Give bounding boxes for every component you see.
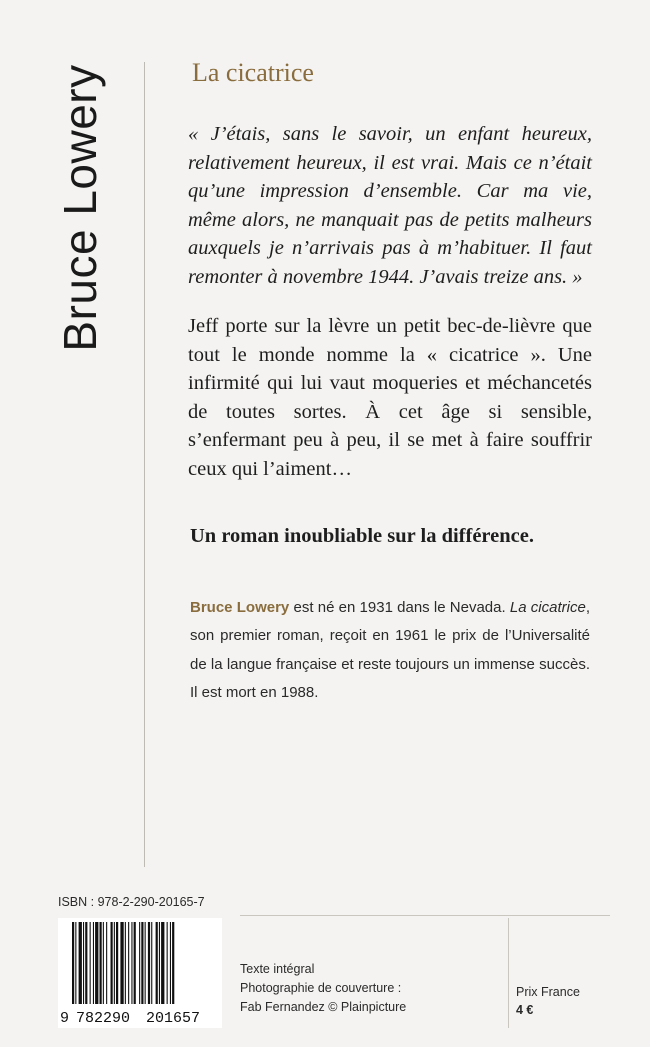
bio-text-2: , son premier roman, reçoit en 1961 le prix de l’Universalité de la langue française et reste toujours un immense succès. Il est mort en 1988. xyxy=(190,599,590,702)
spine-author xyxy=(52,58,108,358)
book-title: La cicatrice xyxy=(192,58,314,87)
bio-author-name: Bruce Lowery xyxy=(190,599,290,616)
credits-line: Fab Fernandez © Plainpicture xyxy=(240,1000,407,1015)
barcode-digit-first: 9 xyxy=(60,1010,70,1027)
price-block xyxy=(516,983,580,1019)
barcode xyxy=(58,918,222,1028)
blurb-quote: « J’étais, sans le savoir, un enfant heureux, relativement heureux, il est vrai. Mais ce n’était qu’une impression d’ensemble. Car ma vie, même alors, ne manquait pas de petits malheurs auxquels je n’arrivais pas à m’habituer. Il faut remonter à novembre 1944. J’avais treize ans. » xyxy=(188,123,592,288)
bio-text-1: est né en 1931 dans le Nevada. xyxy=(289,599,510,616)
horizontal-divider xyxy=(240,915,610,916)
vertical-divider xyxy=(144,62,145,867)
bio-book-title: La cicatrice xyxy=(509,599,586,616)
isbn-label: ISBN : 978-2-290-20165-7 xyxy=(58,895,205,909)
blurb-summary: Jeff porte sur la lèvre un petit bec-de-lièvre que tout le monde nomme la « cicatrice ». Une infirmité qui lui vaut moqueries et méchancetés de toutes sortes. À cet âge si sensible, s’enfermant peu à peu, il se met à faire souffrir ceux qui l’aiment… xyxy=(188,315,592,480)
tagline: Un roman inoubliable sur la différence. xyxy=(190,525,534,547)
price-label: Prix France xyxy=(516,985,580,999)
author-bio xyxy=(190,594,590,708)
price-divider xyxy=(508,918,509,1028)
barcode-digits-left: 782290 xyxy=(76,1010,131,1027)
credits xyxy=(240,960,406,1018)
barcode-digits-right: 201657 xyxy=(146,1010,201,1027)
spine-author-text: Bruce Lowery xyxy=(54,64,106,352)
barcode-bars xyxy=(72,922,174,1004)
price-amount: 4 € xyxy=(516,1003,534,1017)
credits-line: Photographie de couverture : xyxy=(240,981,402,996)
credits-line: Texte intégral xyxy=(240,962,315,976)
